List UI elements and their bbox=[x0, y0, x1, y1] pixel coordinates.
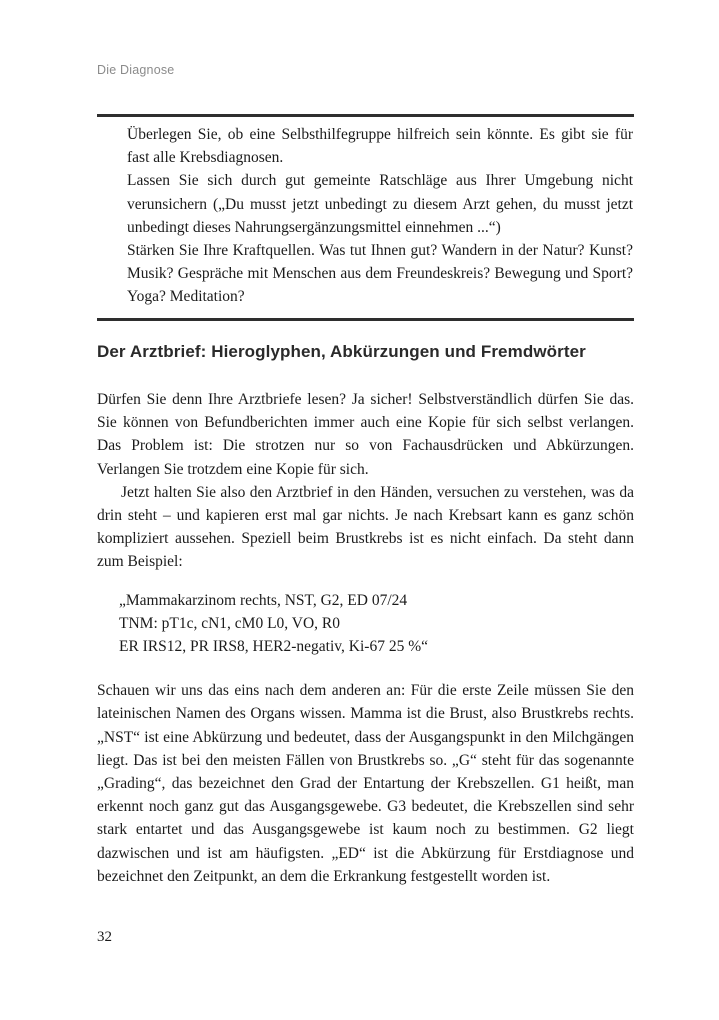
page-number: 32 bbox=[97, 929, 112, 945]
running-header: Die Diagnose bbox=[97, 63, 175, 77]
advice-item: Stärken Sie Ihre Kraftquellen. Was tut Ihnen gut? Wandern in der Natur? Kunst? Musik? Gespräche mit Menschen aus dem Freundeskreis? Bewegung und Sport? Yoga? Meditation? bbox=[127, 242, 633, 306]
advice-box bbox=[97, 114, 634, 321]
section-heading: Der Arztbrief: Hieroglyphen, Abkürzungen und Fremdwörter bbox=[97, 342, 586, 361]
quote-line: TNM: pT1c, cN1, cM0 L0, VO, R0 bbox=[119, 614, 340, 632]
advice-item: Überlegen Sie, ob eine Selbsthilfegruppe hilfreich sein könnte. Es gibt sie für fast alle Krebsdiagnosen. bbox=[127, 126, 633, 167]
quote-line: „Mammakarzinom rechts, NST, G2, ED 07/24 bbox=[119, 591, 408, 609]
advice-item: Lassen Sie sich durch gut gemeinte Ratschläge aus Ihrer Umgebung nicht verunsichern („Du musst jetzt unbedingt zu diesem Arzt gehen, du musst jetzt unbedingt dieses Nahrungsergänzungsmittel einnehmen ...“) bbox=[127, 172, 633, 236]
doctor-letter-quote bbox=[119, 589, 634, 659]
paragraph: Dürfen Sie denn Ihre Arztbriefe lesen? Ja sicher! Selbstverständlich dürfen Sie das. Sie können von Befundberichten immer auch eine Kopie für sich selbst verlangen. Das Problem ist: Die strotzen nur so von Fachausdrücken und Abkürzungen. Verlangen Sie trotzdem eine Kopie für sich. bbox=[97, 391, 634, 478]
paragraph: Schauen wir uns das eins nach dem anderen an: Für die erste Zeile müssen Sie den lateinischen Namen des Organs wissen. Mamma ist die Brust, also Brustkrebs rechts. „NST“ ist eine Abkürzung und bedeutet, dass der Ausgangspunkt in den Milchgängen liegt. Das ist bei den meisten Fällen von Brustkrebs so. „G“ steht für das sogenannte „Grading“, das bezeichnet den Grad der Entartung der Krebszellen. G1 heißt, man erkennt noch ganz gut das Ausgangsgewebe. G3 bedeutet, die Krebszellen sind sehr stark entartet und das Ausgangsgewebe ist kaum noch zu bestimmen. G2 liegt dazwischen und ist am häufigsten. „ED“ ist die Abkürzung für Erstdiagnose und bezeichnet den Zeitpunkt, an dem die Erkrankung festgestellt worden ist. bbox=[97, 682, 634, 885]
paragraph: Jetzt halten Sie also den Arztbrief in den Händen, versuchen zu verstehen, was da drin steht – und kapieren erst mal gar nichts. Je nach Krebsart kann es ganz schön kompliziert aussehen. Speziell beim Brustkrebs ist es nicht einfach. Da steht dann zum Beispiel: bbox=[97, 483, 634, 571]
body-text bbox=[97, 388, 634, 888]
quote-line: ER IRS12, PR IRS8, HER2-negativ, Ki-67 25 %“ bbox=[119, 638, 428, 656]
